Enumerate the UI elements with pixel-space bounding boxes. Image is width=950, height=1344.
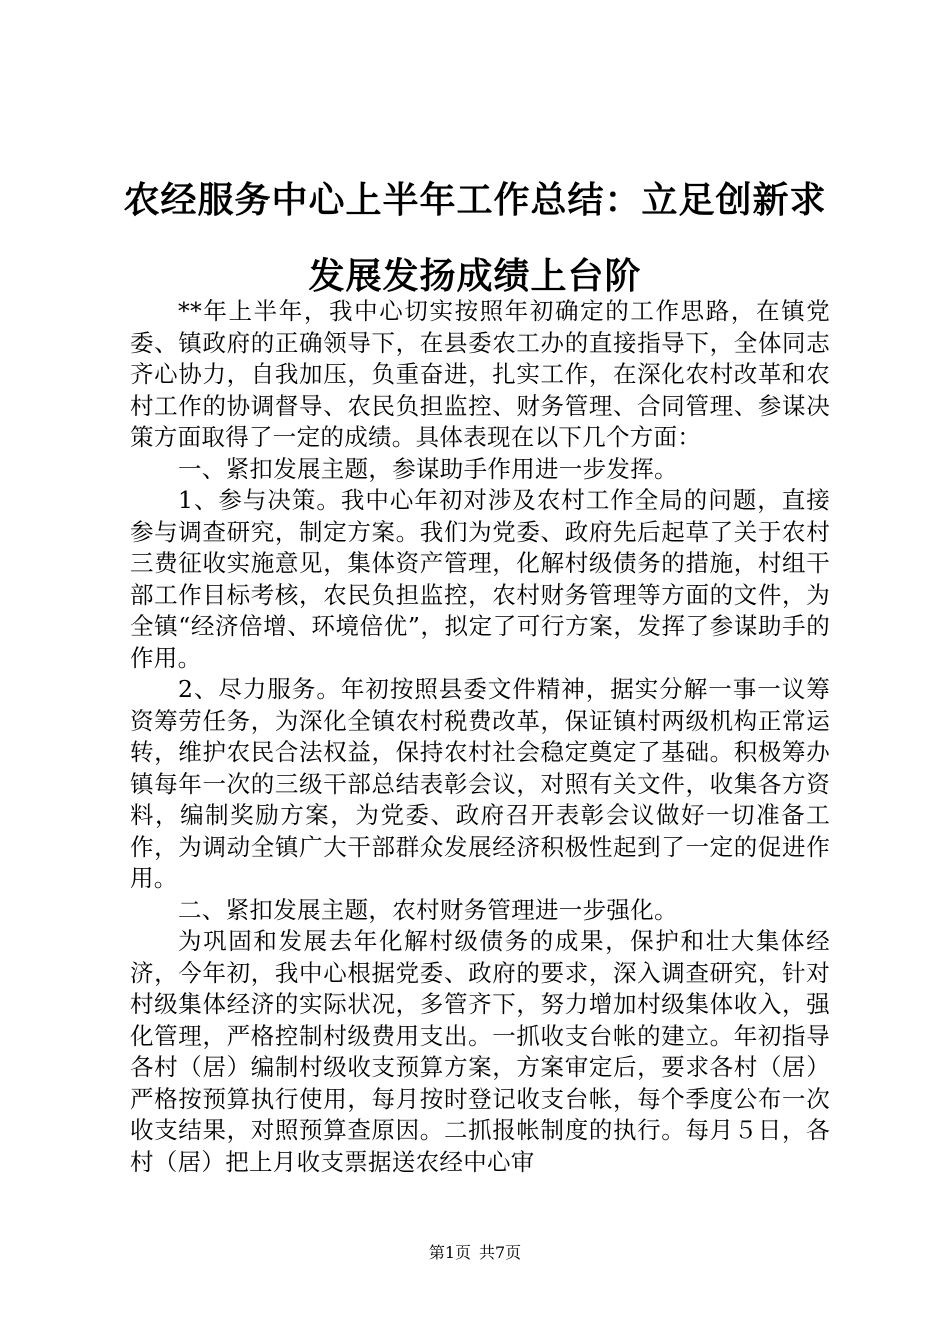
paragraph-service: 2、尽力服务。年初按照县委文件精神，据实分解一事一议筹资筹劳任务，为深化全镇农村税费改革，保证镇村两级机构正常运转，维护农民合法权益，保持农村社会稳定奠定了基础。积极筹办镇每年一次的三级干部总结表彰会议，对照有关文件，收集各方资料，编制奖励方案，为党委、政府召开表彰会议做好一切准备工作，为调动全镇广大干部群众发展经济积极性起到了一定的促进作用。	[130, 675, 830, 892]
paragraph-finance-management: 为巩固和发展去年化解村级债务的成果，保护和壮大集体经济，今年初，我中心根据党委、政府的要求，深入调查研究，针对村级集体经济的实际状况，多管齐下，努力增加村级集体收入，强化管理，严格控制村级费用支出。一抓收支台帐的建立。年初指导各村（居）编制村级收支预算方案，方案审定后，要求各村（居）严格按预算执行使用，每月按时登记收支台帐，每个季度公布一次收支结果，对照预算查原因。二抓报帐制度的执行。每月５日，各村（居）把上月收支票据送农经中心审	[130, 927, 830, 1176]
document-title: 农经服务中心上半年工作总结：立足创新求发展发扬成绩上台阶	[123, 179, 827, 297]
section-heading-1: 一、紧扣发展主题，参谋助手作用进一步发挥。	[178, 454, 678, 483]
page-number-total: 共7页	[479, 1243, 522, 1262]
section-heading-2: 二、紧扣发展主题，农村财务管理进一步强化。	[178, 895, 678, 924]
document-body	[130, 296, 830, 1178]
paragraph-participate-decision: 1、参与决策。我中心年初对涉及农村工作全局的问题，直接参与调查研究，制定方案。我们为党委、政府先后起草了关于农村三费征收实施意见，集体资产管理，化解村级债务的措施，村组干部工作目标考核，农民负担监控，农村财务管理等方面的文件，为全镇“经济倍增、环境倍优”，拟定了可行方案，发挥了参谋助手的作用。	[130, 486, 830, 672]
page-footer	[0, 1242, 950, 1264]
paragraph-intro: **年上半年，我中心切实按照年初确定的工作思路，在镇党委、镇政府的正确领导下，在县委农工办的直接指导下，全体同志齐心协力，自我加压，负重奋进，扎实工作，在深化农村改革和农村工作的协调督导、农民负担监控、财务管理、合同管理、参谋决策方面取得了一定的成绩。具体表现在以下几个方面：	[130, 297, 830, 451]
page-number-current: 第1页	[428, 1243, 471, 1262]
